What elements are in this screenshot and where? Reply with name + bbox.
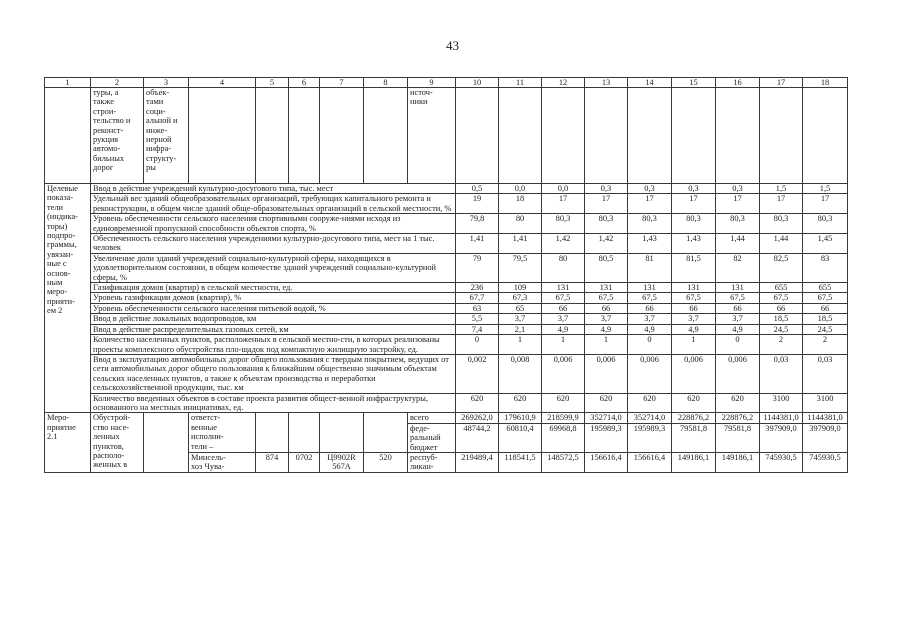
indicator-value: 1 — [585, 335, 628, 355]
indicator-value: 80,3 — [542, 214, 585, 234]
indicator-value: 1 — [499, 335, 542, 355]
empty-cell — [585, 88, 628, 184]
indicator-value: 67,5 — [716, 293, 760, 303]
indicator-value: 0,006 — [542, 354, 585, 393]
indicator-value: 63 — [456, 303, 499, 313]
indicator-value: 3,7 — [628, 314, 672, 324]
indicator-value: 0 — [628, 335, 672, 355]
empty-cell — [499, 88, 542, 184]
indicator-value: 0,0 — [499, 184, 542, 194]
target-article-code: Ц9902R 567A — [320, 452, 364, 472]
indicator-value: 80,3 — [760, 214, 803, 234]
indicator-value: 79,5 — [499, 253, 542, 282]
indicator-value: 83 — [803, 253, 848, 282]
indicator-value: 17 — [628, 194, 672, 214]
indicator-row — [45, 293, 848, 303]
indicator-value: 1,43 — [672, 234, 716, 254]
indicator-row — [45, 354, 848, 393]
event-ministry: Минсель- хоз Чува- — [189, 452, 256, 472]
indicator-value: 620 — [499, 393, 542, 413]
empty-cell — [45, 88, 91, 184]
indicator-value: 0,0 — [542, 184, 585, 194]
indicator-value: 24,5 — [803, 324, 848, 334]
funding-source: респуб- ликан- — [408, 452, 456, 472]
funding-value: 118541,5 — [499, 452, 542, 472]
indicator-value: 18,5 — [760, 314, 803, 324]
header-cell: 5 — [256, 78, 289, 88]
indicator-value: 80,3 — [803, 214, 848, 234]
indicator-value: 0,006 — [628, 354, 672, 393]
indicator-value: 1,41 — [456, 234, 499, 254]
funding-value: 269262,0 — [456, 413, 499, 423]
empty-cell — [364, 413, 408, 453]
indicator-value: 3,7 — [672, 314, 716, 324]
indicator-value: 0,006 — [585, 354, 628, 393]
indicator-row — [45, 194, 848, 214]
indicator-value: 67,7 — [456, 293, 499, 303]
indicator-name: Обеспеченность сельского населения учреждениями культурно-досугового типа, мест на 1 тыс. человек — [91, 234, 456, 254]
indicator-value: 67,5 — [585, 293, 628, 303]
indicator-row — [45, 283, 848, 293]
indicator-row — [45, 214, 848, 234]
empty-cell — [716, 88, 760, 184]
indicator-name: Уровень обеспеченности сельского населения спортивными сооруже-ниями исходя из единовременной пропускной способности объектов спорта, % — [91, 214, 456, 234]
funding-value: 352714,0 — [628, 413, 672, 423]
event-title: Меро- приятие 2.1 — [45, 413, 91, 472]
event-responsible: ответст- венные исполни- тели – — [189, 413, 256, 453]
indicator-value: 66 — [628, 303, 672, 313]
funding-value: 48744,2 — [456, 423, 499, 452]
indicator-name: Ввод в действие распределительных газовых сетей, км — [91, 324, 456, 334]
indicator-value: 1,44 — [760, 234, 803, 254]
indicator-value: 0,008 — [499, 354, 542, 393]
indicator-value: 81 — [628, 253, 672, 282]
indicator-value: 3,7 — [499, 314, 542, 324]
column-numbers-row — [45, 78, 848, 88]
empty-cell — [289, 88, 320, 184]
header-cell: 9 — [408, 78, 456, 88]
indicator-value: 66 — [542, 303, 585, 313]
indicator-value: 655 — [803, 283, 848, 293]
funding-value: 745930,5 — [803, 452, 848, 472]
indicator-value: 620 — [456, 393, 499, 413]
funding-value: 195989,3 — [585, 423, 628, 452]
indicator-value: 2,1 — [499, 324, 542, 334]
indicator-value: 4,9 — [585, 324, 628, 334]
indicator-value: 66 — [803, 303, 848, 313]
indicator-value: 0,3 — [716, 184, 760, 194]
indicator-row — [45, 184, 848, 194]
indicator-value: 0 — [456, 335, 499, 355]
budget-code: 874 — [256, 452, 289, 472]
indicator-value: 620 — [542, 393, 585, 413]
indicator-row — [45, 234, 848, 254]
indicator-value: 67,5 — [672, 293, 716, 303]
indicator-value: 2 — [760, 335, 803, 355]
indicator-value: 1,41 — [499, 234, 542, 254]
funding-value: 149186,1 — [716, 452, 760, 472]
empty-cell — [144, 413, 189, 472]
indicator-value: 4,9 — [628, 324, 672, 334]
indicator-value: 620 — [716, 393, 760, 413]
empty-cell — [628, 88, 672, 184]
empty-cell — [189, 88, 256, 184]
indicator-value: 82,5 — [760, 253, 803, 282]
indicator-value: 1,44 — [716, 234, 760, 254]
indicator-value: 3100 — [760, 393, 803, 413]
indicator-value: 80,3 — [585, 214, 628, 234]
indicator-value: 4,9 — [542, 324, 585, 334]
header-cell: 12 — [542, 78, 585, 88]
empty-cell — [256, 413, 289, 453]
indicator-value: 0,5 — [456, 184, 499, 194]
cont-cell-2: туры, а также строи- тельство и реконст- рукция автомо- бильных дорог — [91, 88, 144, 184]
funding-value: 79581,8 — [716, 423, 760, 452]
empty-cell — [320, 413, 364, 453]
indicator-name: Ввод в действие локальных водопроводов, км — [91, 314, 456, 324]
indicator-name: Уровень газификации домов (квартир), % — [91, 293, 456, 303]
indicator-value: 1,5 — [760, 184, 803, 194]
indicator-value: 17 — [542, 194, 585, 214]
indicator-value: 17 — [803, 194, 848, 214]
indicator-value: 66 — [716, 303, 760, 313]
empty-cell — [456, 88, 499, 184]
indicator-value: 0,3 — [672, 184, 716, 194]
indicator-row — [45, 314, 848, 324]
indicator-value: 131 — [628, 283, 672, 293]
indicator-value: 80 — [542, 253, 585, 282]
empty-cell — [672, 88, 716, 184]
funding-value: 79581,8 — [672, 423, 716, 452]
header-cell: 14 — [628, 78, 672, 88]
indicator-name: Количество населенных пунктов, расположенных в сельской местно-сти, в которых реализованы проекты комплексного обустройства пло-щадок под компактную жилищную застройку, ед. — [91, 335, 456, 355]
empty-cell — [289, 413, 320, 453]
indicator-value: 620 — [672, 393, 716, 413]
indicator-value: 131 — [672, 283, 716, 293]
funding-value: 352714,0 — [585, 413, 628, 423]
indicator-value: 1,5 — [803, 184, 848, 194]
indicator-value: 620 — [628, 393, 672, 413]
empty-cell — [542, 88, 585, 184]
funding-value: 745930,5 — [760, 452, 803, 472]
indicator-value: 655 — [760, 283, 803, 293]
indicator-value: 80,3 — [716, 214, 760, 234]
indicator-value: 4,9 — [716, 324, 760, 334]
targets-label: Целевые показа- тели (индика- торы) подпро- граммы, увязан- ные с основ- ным меро- прияти- ем 2 — [45, 184, 91, 413]
indicator-value: 24,5 — [760, 324, 803, 334]
program-table — [44, 77, 848, 473]
indicator-value: 81,5 — [672, 253, 716, 282]
header-cell: 1 — [45, 78, 91, 88]
indicator-value: 236 — [456, 283, 499, 293]
funding-value: 1144381,0 — [803, 413, 848, 423]
indicator-value: 66 — [760, 303, 803, 313]
funding-value: 218599,9 — [542, 413, 585, 423]
indicator-row — [45, 335, 848, 355]
indicator-value: 67,5 — [803, 293, 848, 303]
funding-value: 228876,2 — [672, 413, 716, 423]
indicator-value: 80,3 — [628, 214, 672, 234]
funding-value: 219489,4 — [456, 452, 499, 472]
indicator-value: 18,5 — [803, 314, 848, 324]
indicator-value: 67,3 — [499, 293, 542, 303]
indicator-value: 3100 — [803, 393, 848, 413]
cont-cell-9: источ- ники — [408, 88, 456, 184]
indicator-value: 80,5 — [585, 253, 628, 282]
indicator-value: 1,42 — [585, 234, 628, 254]
indicator-value: 0,006 — [672, 354, 716, 393]
funding-value: 397909,0 — [760, 423, 803, 452]
event-description: Обустрой- ство насе- ленных пунктов, располо- женных в — [91, 413, 144, 472]
header-cell: 2 — [91, 78, 144, 88]
indicator-value: 0,3 — [628, 184, 672, 194]
funding-value: 156616,4 — [628, 452, 672, 472]
indicator-value: 19 — [456, 194, 499, 214]
empty-cell — [320, 88, 364, 184]
indicator-value: 1 — [672, 335, 716, 355]
indicator-value: 79 — [456, 253, 499, 282]
header-cell: 7 — [320, 78, 364, 88]
funding-value: 397909,0 — [803, 423, 848, 452]
header-cell: 3 — [144, 78, 189, 88]
funding-value: 148572,5 — [542, 452, 585, 472]
indicator-value: 80,3 — [672, 214, 716, 234]
indicator-value: 79,8 — [456, 214, 499, 234]
event-section — [45, 413, 848, 472]
indicator-value: 0,002 — [456, 354, 499, 393]
indicator-value: 2 — [803, 335, 848, 355]
indicator-value: 0,03 — [803, 354, 848, 393]
indicator-value: 82 — [716, 253, 760, 282]
header-cell: 10 — [456, 78, 499, 88]
cont-cell-3: объек- тами соци- альной и инже- нерной инфра- структу- ры — [144, 88, 189, 184]
indicator-value: 131 — [585, 283, 628, 293]
funding-value: 156616,4 — [585, 452, 628, 472]
empty-cell — [364, 88, 408, 184]
indicator-value: 67,5 — [542, 293, 585, 303]
indicator-value: 0 — [716, 335, 760, 355]
indicator-value: 18 — [499, 194, 542, 214]
header-cell: 16 — [716, 78, 760, 88]
indicator-value: 67,5 — [760, 293, 803, 303]
indicator-row — [45, 303, 848, 313]
header-cell: 18 — [803, 78, 848, 88]
header-cell: 8 — [364, 78, 408, 88]
indicator-value: 7,4 — [456, 324, 499, 334]
empty-cell — [760, 88, 803, 184]
header-cell: 17 — [760, 78, 803, 88]
indicator-value: 131 — [716, 283, 760, 293]
indicator-value: 1,43 — [628, 234, 672, 254]
empty-cell — [256, 88, 289, 184]
funding-source: всего — [408, 413, 456, 423]
indicator-name: Уровень обеспеченности сельского населения питьевой водой, % — [91, 303, 456, 313]
indicator-value: 109 — [499, 283, 542, 293]
funding-value: 60810,4 — [499, 423, 542, 452]
targets-section — [45, 184, 848, 413]
funding-value: 195989,3 — [628, 423, 672, 452]
indicator-value: 66 — [672, 303, 716, 313]
funding-value: 1144381,0 — [760, 413, 803, 423]
indicator-value: 67,5 — [628, 293, 672, 303]
indicator-name: Ввод в действие учреждений культурно-досугового типа, тыс. мест — [91, 184, 456, 194]
indicator-row — [45, 393, 848, 413]
indicator-value: 0,3 — [585, 184, 628, 194]
indicator-value: 0,03 — [760, 354, 803, 393]
indicator-value: 0,006 — [716, 354, 760, 393]
page-number: 43 — [446, 38, 459, 53]
indicator-value: 3,7 — [716, 314, 760, 324]
header-cell: 11 — [499, 78, 542, 88]
section-code: 0702 — [289, 452, 320, 472]
indicator-value: 17 — [760, 194, 803, 214]
continuation-row — [45, 88, 848, 184]
header-cell: 15 — [672, 78, 716, 88]
funding-value: 228876,2 — [716, 413, 760, 423]
funding-value: 149186,1 — [672, 452, 716, 472]
event-row — [45, 413, 848, 423]
indicator-name: Удельный вес зданий общеобразовательных организаций, требующих капитального ремонта и реконструкции, в общем числе зданий обще-образовательных организаций в сельской местности, % — [91, 194, 456, 214]
indicator-name: Увеличение доли зданий учреждений социально-культурной сферы, находящихся в удовлетворительном состоянии, в общем количестве зданий учреждений социально-культурной сферы, % — [91, 253, 456, 282]
indicator-value: 80 — [499, 214, 542, 234]
indicator-value: 17 — [585, 194, 628, 214]
funding-source: феде- ральный бюджет — [408, 423, 456, 452]
empty-cell — [803, 88, 848, 184]
indicator-value: 1,42 — [542, 234, 585, 254]
indicator-value: 131 — [542, 283, 585, 293]
indicator-row — [45, 253, 848, 282]
indicator-value: 620 — [585, 393, 628, 413]
indicator-value: 66 — [585, 303, 628, 313]
header-cell: 13 — [585, 78, 628, 88]
funding-value: 179610,9 — [499, 413, 542, 423]
indicator-value: 5,5 — [456, 314, 499, 324]
indicator-name: Ввод в эксплуатацию автомобильных дорог общего пользования с твердым покрытием, ведущих от сети автомобильных дорог общего пользования к ближайшим общественно значимым объектам сельских населенных пунктов, а также к объектам производства и переработки сельскохозяйственной продукции, тыс. км — [91, 354, 456, 393]
expense-type-code: 520 — [364, 452, 408, 472]
indicator-value: 65 — [499, 303, 542, 313]
funding-value: 69968,8 — [542, 423, 585, 452]
indicator-value: 1 — [542, 335, 585, 355]
header-cell: 4 — [189, 78, 256, 88]
indicator-value: 4,9 — [672, 324, 716, 334]
indicator-value: 1,45 — [803, 234, 848, 254]
indicator-row — [45, 324, 848, 334]
header-cell: 6 — [289, 78, 320, 88]
indicator-value: 3,7 — [542, 314, 585, 324]
indicator-value: 17 — [716, 194, 760, 214]
indicator-name: Количество введенных объектов в составе проекта развития общест-венной инфраструктуры, основанного на местных инициативах, ед. — [91, 393, 456, 413]
indicator-name: Газификация домов (квартир) в сельской местности, ед. — [91, 283, 456, 293]
indicator-value: 3,7 — [585, 314, 628, 324]
indicator-value: 17 — [672, 194, 716, 214]
